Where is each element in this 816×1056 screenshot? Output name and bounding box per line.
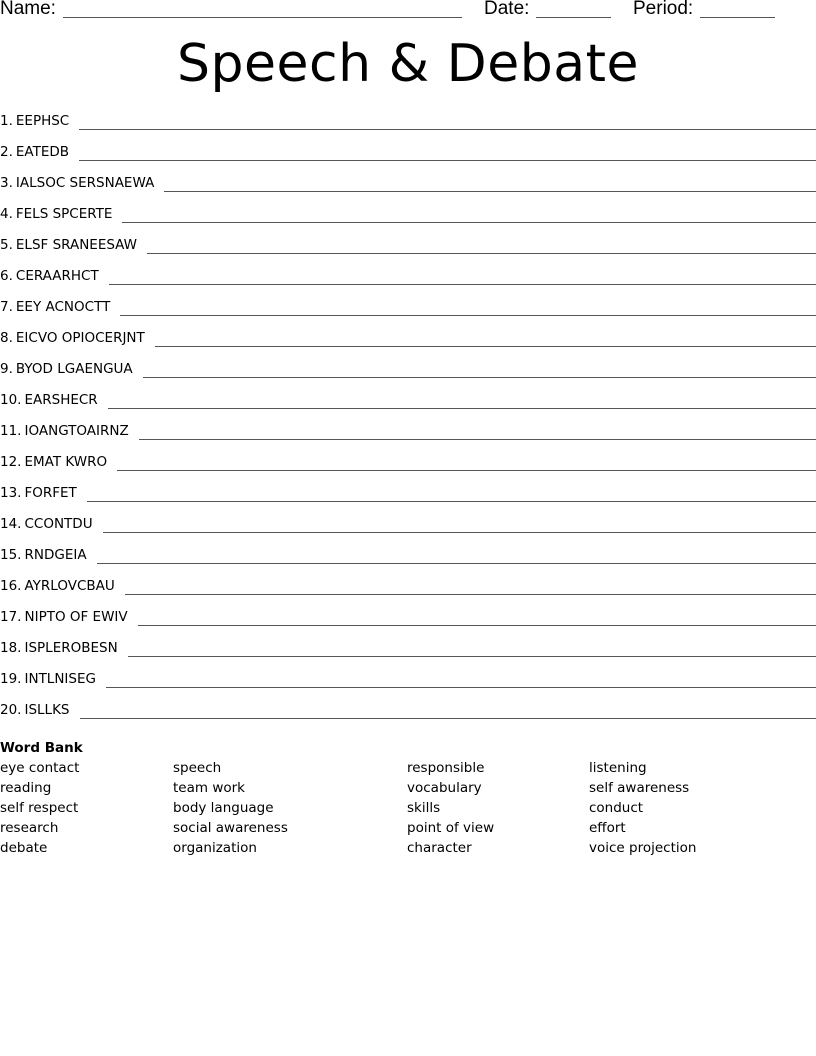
puzzle-clue [0, 172, 164, 194]
scrambled-word: EATEDB [15, 144, 70, 160]
answer-line[interactable] [103, 532, 816, 533]
puzzle-number: 17. [0, 609, 22, 625]
answer-line[interactable] [79, 160, 816, 161]
answer-line[interactable] [155, 346, 816, 347]
word-bank-word: team work [173, 780, 245, 796]
word-bank-word: debate [0, 840, 48, 856]
word-bank-word: organization [173, 840, 257, 856]
answer-line[interactable] [97, 563, 816, 564]
puzzle-clue [0, 358, 143, 380]
puzzle-clue [0, 699, 80, 721]
puzzle-number: 14. [0, 516, 22, 532]
word-bank-word: vocabulary [407, 780, 482, 796]
puzzle-number: 5. [0, 237, 13, 253]
answer-line[interactable] [122, 222, 816, 223]
word-bank-word: self respect [0, 800, 79, 816]
period-field[interactable] [700, 17, 775, 18]
puzzle-clue [0, 327, 155, 349]
answer-line[interactable] [108, 408, 816, 409]
answer-line[interactable] [147, 253, 816, 254]
date-field[interactable] [536, 17, 611, 18]
scrambled-word: CCONTDU [24, 516, 93, 532]
puzzle-number: 7. [0, 299, 13, 315]
puzzle-row [0, 296, 816, 327]
header [0, 0, 816, 24]
puzzle-clue [0, 203, 122, 225]
puzzle-number: 15. [0, 547, 22, 563]
word-bank-word: reading [0, 780, 52, 796]
word-bank-word: voice projection [589, 840, 697, 856]
word-bank-word: skills [407, 800, 441, 816]
scrambled-word: NIPTO OF EWIV [24, 609, 128, 625]
page-title: Speech & Debate [177, 34, 639, 94]
word-bank-word: conduct [589, 800, 644, 816]
scrambled-word: IOANGTOAIRNZ [24, 423, 129, 439]
scrambled-word: ISLLKS [24, 702, 70, 718]
answer-line[interactable] [106, 687, 816, 688]
scrambled-word: FELS SPCERTE [15, 206, 113, 222]
answer-line[interactable] [139, 439, 816, 440]
word-bank-word: eye contact [0, 760, 80, 776]
scrambled-word: IALSOC SERSNAEWA [15, 175, 155, 191]
word-bank-word: point of view [407, 820, 495, 836]
scrambled-word: EMAT KWRO [24, 454, 108, 470]
puzzle-number: 8. [0, 330, 13, 346]
answer-line[interactable] [164, 191, 816, 192]
puzzle-number: 11. [0, 423, 22, 439]
scrambled-word: INTLNISEG [24, 671, 96, 687]
word-bank-word: self awareness [589, 780, 690, 796]
puzzle-row [0, 172, 816, 203]
answer-line[interactable] [117, 470, 816, 471]
word-bank-word: research [0, 820, 59, 836]
answer-line[interactable] [128, 656, 816, 657]
puzzle-number: 16. [0, 578, 22, 594]
puzzle-clue [0, 482, 87, 504]
name-label: Name: [0, 0, 56, 19]
scrambled-word: EARSHECR [24, 392, 98, 408]
puzzle-row [0, 389, 816, 420]
puzzle-number: 9. [0, 361, 13, 377]
scrambled-word: ELSF SRANEESAW [15, 237, 138, 253]
word-bank-column [0, 758, 79, 858]
answer-line[interactable] [120, 315, 816, 316]
answer-line[interactable] [125, 594, 816, 595]
answer-line[interactable] [109, 284, 816, 285]
scrambled-word: EICVO OPIOCERJNT [15, 330, 145, 346]
word-bank-word: responsible [407, 760, 485, 776]
puzzle-row [0, 110, 816, 141]
puzzle-clue [0, 420, 139, 442]
word-bank-title: Word Bank [0, 740, 83, 756]
puzzle-row [0, 637, 816, 668]
scrambled-word: BYOD LGAENGUA [15, 361, 133, 377]
word-bank-word: effort [589, 820, 626, 836]
puzzle-number: 19. [0, 671, 22, 687]
puzzle-clue [0, 575, 125, 597]
puzzle-clue [0, 544, 97, 566]
scrambled-word: RNDGEIA [24, 547, 87, 563]
puzzle-row [0, 234, 816, 265]
word-bank-word: social awareness [173, 820, 288, 836]
puzzle-number: 13. [0, 485, 22, 501]
scrambled-word: CERAARHCT [15, 268, 99, 284]
puzzle-clue [0, 668, 106, 690]
scrambled-word: EEY ACNOCTT [15, 299, 111, 315]
puzzle-number: 20. [0, 702, 22, 718]
puzzle-clue [0, 451, 117, 473]
puzzle-row [0, 575, 816, 606]
puzzle-clue [0, 513, 103, 535]
puzzle-clue [0, 265, 109, 287]
word-bank-word: listening [589, 760, 647, 776]
scrambled-word: ISPLEROBESN [24, 640, 118, 656]
puzzle-number: 10. [0, 392, 22, 408]
puzzle-number: 6. [0, 268, 13, 284]
word-bank-word: body language [173, 800, 274, 816]
puzzle-clue [0, 606, 138, 628]
puzzle-number: 2. [0, 144, 13, 160]
word-bank-column [589, 758, 696, 858]
name-field[interactable] [63, 17, 462, 18]
period-label: Period: [633, 0, 694, 19]
puzzle-clue [0, 110, 79, 132]
answer-line[interactable] [143, 377, 816, 378]
date-label: Date: [484, 0, 530, 19]
answer-line[interactable] [138, 625, 816, 626]
puzzle-number: 3. [0, 175, 13, 191]
puzzle-number: 4. [0, 206, 13, 222]
puzzle-row [0, 420, 816, 451]
answer-line[interactable] [79, 129, 816, 130]
word-bank-word: speech [173, 760, 222, 776]
word-bank-word: character [407, 840, 472, 856]
answer-line[interactable] [87, 501, 816, 502]
puzzle-row [0, 265, 816, 296]
puzzle-row [0, 141, 816, 172]
puzzle-row [0, 668, 816, 699]
answer-line[interactable] [80, 718, 816, 719]
puzzle-row [0, 203, 816, 234]
word-bank-column [173, 758, 288, 858]
word-bank-column [407, 758, 494, 858]
word-bank [0, 738, 816, 856]
puzzle-number: 18. [0, 640, 22, 656]
puzzle-number: 1. [0, 113, 13, 129]
scrambled-word: EEPHSC [15, 113, 70, 129]
puzzle-row [0, 699, 816, 730]
puzzle-clue [0, 389, 108, 411]
puzzle-row [0, 358, 816, 389]
puzzle-clue [0, 234, 147, 256]
scrambled-word: FORFET [24, 485, 77, 501]
scrambled-word: AYRLOVCBAU [24, 578, 115, 594]
puzzle-clue [0, 141, 79, 163]
puzzle-clue [0, 296, 120, 318]
puzzle-row [0, 482, 816, 513]
puzzle-row [0, 513, 816, 544]
puzzle-row [0, 451, 816, 482]
puzzle-row [0, 327, 816, 358]
puzzle-row [0, 544, 816, 575]
puzzle-row [0, 606, 816, 637]
puzzle-clue [0, 637, 128, 659]
puzzle-number: 12. [0, 454, 22, 470]
